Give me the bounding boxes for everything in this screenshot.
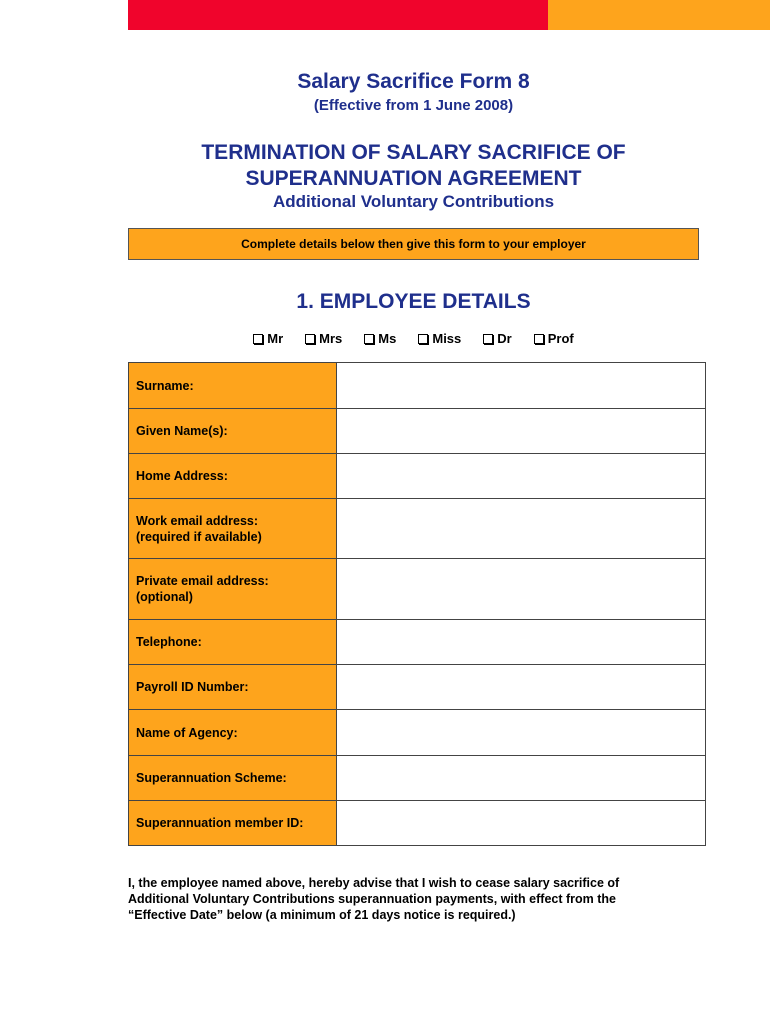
field-label-work-email xyxy=(129,499,337,559)
field-label-telephone: Telephone: xyxy=(129,620,337,665)
title-option-label: Miss xyxy=(432,331,462,346)
table-row xyxy=(129,620,706,665)
table-row xyxy=(129,409,706,454)
field-label-agency: Name of Agency: xyxy=(129,710,337,756)
title-option-label: Ms xyxy=(378,331,397,346)
title-option-mrs[interactable] xyxy=(305,331,342,346)
table-row xyxy=(129,801,706,846)
declaration-text xyxy=(128,875,703,923)
title-option-dr[interactable] xyxy=(483,331,511,346)
table-row xyxy=(129,710,706,756)
instruction-banner: Complete details below then give this form to your employer xyxy=(128,228,699,260)
field-label-surname: Surname: xyxy=(129,363,337,409)
field-label-payroll-id: Payroll ID Number: xyxy=(129,665,337,710)
form-heading-line2: SUPERANNUATION AGREEMENT xyxy=(245,167,582,190)
table-row xyxy=(129,454,706,499)
field-label-home-address: Home Address: xyxy=(129,454,337,499)
table-row xyxy=(129,499,706,559)
checkbox-icon[interactable] xyxy=(483,334,493,344)
private-email-field[interactable] xyxy=(337,559,706,620)
checkbox-icon[interactable] xyxy=(534,334,544,344)
field-label-work-email-line1: Work email address: xyxy=(136,513,259,528)
field-label-private-email-line1: Private email address: xyxy=(136,574,269,588)
field-label-work-email-line2: (required if available) xyxy=(136,529,262,544)
form-subheading: Additional Voluntary Contributions xyxy=(272,192,555,211)
form-effective-date: (Effective from 1 June 2008) xyxy=(313,97,514,114)
table-row xyxy=(129,363,706,409)
table-row xyxy=(129,559,706,620)
form-title: Salary Sacrifice Form 8 xyxy=(297,70,530,93)
field-label-super-member-id: Superannuation member ID: xyxy=(129,801,337,846)
agency-field[interactable] xyxy=(337,710,706,756)
field-label-super-scheme: Superannuation Scheme: xyxy=(129,756,337,801)
super-member-id-field[interactable] xyxy=(337,801,706,846)
form-heading-line1: TERMINATION OF SALARY SACRIFICE OF xyxy=(201,141,626,164)
title-option-label: Mrs xyxy=(319,331,343,346)
telephone-field[interactable] xyxy=(337,620,706,665)
field-label-private-email-line2: (optional) xyxy=(136,590,193,604)
super-scheme-field[interactable] xyxy=(337,756,706,801)
declaration-line2: Additional Voluntary Contributions superannuation payments, with effect from the xyxy=(128,892,616,906)
declaration-line1: I, the employee named above, hereby advise that I wish to cease salary sacrifice of xyxy=(128,876,620,890)
title-option-prof[interactable] xyxy=(534,331,574,346)
brand-bar-orange xyxy=(548,0,770,30)
field-label-private-email xyxy=(129,559,337,620)
work-email-field[interactable] xyxy=(337,499,706,559)
field-label-given-names: Given Name(s): xyxy=(129,409,337,454)
title-option-miss[interactable] xyxy=(418,331,461,346)
title-option-label: Prof xyxy=(547,331,574,346)
table-row xyxy=(129,665,706,710)
brand-bar-red xyxy=(128,0,548,30)
brand-bar xyxy=(128,0,770,30)
title-options xyxy=(128,331,699,346)
checkbox-icon[interactable] xyxy=(364,334,374,344)
table-row xyxy=(129,756,706,801)
employee-details-table xyxy=(128,362,706,846)
title-option-ms[interactable] xyxy=(364,331,396,346)
title-option-label: Mr xyxy=(267,331,284,346)
checkbox-icon[interactable] xyxy=(253,334,263,344)
form-heading xyxy=(128,140,699,192)
declaration-line3: “Effective Date” below (a minimum of 21 days notice is required.) xyxy=(128,908,516,922)
checkbox-icon[interactable] xyxy=(418,334,428,344)
surname-field[interactable] xyxy=(337,363,706,409)
title-option-mr[interactable] xyxy=(253,331,283,346)
section-title-employee-details: 1. EMPLOYEE DETAILS xyxy=(296,290,531,313)
given-names-field[interactable] xyxy=(337,409,706,454)
checkbox-icon[interactable] xyxy=(305,334,315,344)
title-option-label: Dr xyxy=(497,331,512,346)
home-address-field[interactable] xyxy=(337,454,706,499)
payroll-id-field[interactable] xyxy=(337,665,706,710)
